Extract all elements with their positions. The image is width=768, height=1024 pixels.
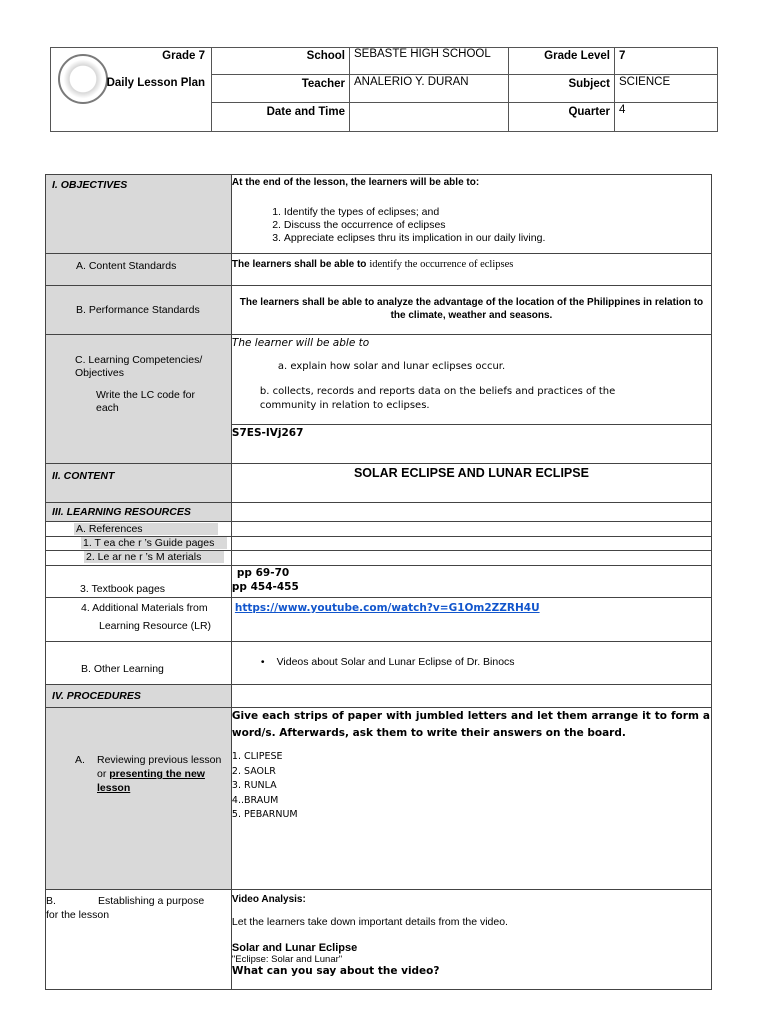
references-row	[46, 522, 712, 537]
objective-item: 3. Appreciate eclipses thru its implication in our daily living.	[284, 232, 711, 245]
learners-materials-value: pp 69-70	[236, 567, 290, 579]
reviewing-row	[46, 708, 712, 890]
video-analysis-text: Let the learners take down important details from the video.	[231, 916, 508, 928]
learners-materials-label: 2. Le ar ne r ’s M aterials	[84, 551, 224, 563]
procedures-cell	[231, 685, 711, 708]
header-brand-cell	[51, 48, 212, 132]
objectives-cell	[231, 175, 711, 254]
school-value: SEBASTE HIGH SCHOOL	[350, 48, 509, 75]
lc-code-row	[46, 425, 712, 464]
objectives-row	[46, 175, 712, 254]
lc-code-spacer	[46, 425, 232, 464]
lc-code-value: S7ES-IVj267	[231, 425, 711, 464]
purpose-prefix: B.	[46, 895, 56, 907]
jumbled-item: 5. PEBARNUM	[231, 809, 298, 820]
teacher-value: ANALERIO Y. DURAN	[350, 75, 509, 103]
grade-title: Grade 7	[162, 50, 205, 62]
purpose-label-cell	[46, 890, 232, 990]
performance-standards-value: The learners shall be able to analyze the advantage of the location of the Philippines in relation to the climate, weather and seasons.	[231, 286, 711, 335]
purpose-row	[46, 890, 712, 990]
teachers-guide-value	[231, 537, 711, 551]
objective-item: 2. Discuss the occurrence of eclipses	[284, 219, 711, 232]
daily-lesson-plan-title: Daily Lesson Plan	[106, 77, 205, 89]
performance-standards-label: B. Performance Standards	[46, 286, 232, 335]
content-standards-prefix: The learners shall be able to	[231, 259, 367, 270]
additional-materials-row	[46, 598, 712, 642]
teacher-label: Teacher	[212, 75, 350, 103]
content-heading: II. CONTENT	[46, 464, 232, 503]
presenting-label: presenting the new	[109, 768, 205, 780]
objectives-heading: I. OBJECTIVES	[46, 175, 232, 254]
textbook-value: pp 454-455	[231, 581, 299, 593]
additional-materials-label: 4. Additional Materials from	[81, 602, 208, 614]
jumbled-item: 3. RUNLA	[231, 780, 277, 791]
purpose-cell	[231, 890, 711, 990]
quarter-label: Quarter	[509, 103, 615, 132]
jumbled-item: 1. CLIPESE	[231, 751, 283, 762]
teachers-guide-cell	[46, 537, 232, 551]
learners-materials-row	[46, 551, 712, 566]
competency-intro: The learner will be able to	[231, 337, 370, 349]
competencies-row	[46, 335, 712, 425]
resources-heading: III. LEARNING RESOURCES	[46, 503, 232, 522]
procedures-heading: IV. PROCEDURES	[46, 685, 232, 708]
video-question: What can you say about the video?	[231, 965, 440, 977]
reviewing-cell	[231, 708, 711, 890]
competency-a: a. explain how solar and lunar eclipses occur.	[277, 361, 506, 372]
objectives-intro: At the end of the lesson, the learners will be able to:	[231, 177, 480, 188]
competencies-label: C. Learning Competencies/ Objectives	[75, 354, 203, 379]
date-label: Date and Time	[212, 103, 350, 132]
date-value	[350, 103, 509, 132]
references-value	[231, 522, 711, 537]
reviewing-label-cell	[46, 708, 232, 890]
jumbled-list	[232, 750, 711, 823]
competencies-label-cell	[46, 335, 232, 425]
school-label: School	[212, 48, 350, 75]
purpose-label-2: for the lesson	[46, 909, 110, 921]
teachers-guide-label: 1. T ea che r ’s Guide pages	[81, 537, 227, 549]
lc-code-label: Write the LC code for each	[96, 389, 196, 414]
video-title: Solar and Lunar Eclipse	[231, 942, 358, 954]
reviewing-or: or	[97, 768, 107, 780]
content-row	[46, 464, 712, 503]
reviewing-intro: Give each strips of paper with jumbled letters and let them arrange it to form a word/s. Afterwards, ask them to write their answers on the board.	[231, 710, 710, 739]
textbook-cell	[231, 566, 711, 598]
resources-cell	[231, 503, 711, 522]
competency-b: b. collects, records and reports data on the beliefs and practices of the community in relation to eclipses.	[259, 386, 616, 411]
procedures-row	[46, 685, 712, 708]
jumbled-item: 2. SAOLR	[231, 765, 276, 777]
additional-materials-cell	[46, 598, 232, 642]
lesson-table	[45, 174, 712, 990]
other-learning-label: B. Other Learning	[46, 642, 232, 685]
grade-level-label: Grade Level	[509, 48, 615, 75]
reviewing-label: Reviewing previous lesson	[97, 754, 222, 766]
other-learning-cell	[231, 642, 711, 685]
subject-label: Subject	[509, 75, 615, 103]
quarter-value: 4	[615, 103, 718, 132]
subject-value: SCIENCE	[615, 75, 718, 103]
additional-materials-value	[231, 598, 711, 642]
objectives-list	[232, 206, 711, 245]
reviewing-prefix: A.	[75, 754, 85, 766]
grade-level-value: 7	[615, 48, 718, 75]
objective-item: 1. Identify the types of eclipses; and	[284, 206, 711, 219]
content-value: SOLAR ECLIPSE AND LUNAR ECLIPSE	[231, 464, 711, 503]
jumbled-item: 4..BRAUM	[231, 794, 279, 806]
lesson-header	[50, 47, 718, 132]
other-learning-value: Videos about Solar and Lunar Eclipse of Dr. Binocs	[276, 656, 515, 668]
resources-row	[46, 503, 712, 522]
learning-resource-label: Learning Resource (LR)	[99, 620, 212, 632]
textbook-row	[46, 566, 712, 598]
purpose-label: Establishing a purpose	[98, 895, 205, 907]
learners-materials-cell	[46, 551, 232, 566]
lesson-label: lesson	[97, 782, 131, 794]
bullet-icon: •	[260, 656, 265, 668]
content-standards-value: identify the occurrence of eclipses	[369, 259, 514, 270]
video-analysis-heading: Video Analysis:	[231, 894, 306, 905]
other-learning-row	[46, 642, 712, 685]
video-subtitle: "Eclipse: Solar and Lunar"	[231, 954, 343, 965]
textbook-label: 3. Textbook pages	[46, 566, 232, 598]
youtube-link[interactable]: https://www.youtube.com/watch?v=G1Om2ZZRH4U	[234, 602, 540, 614]
competencies-cell	[231, 335, 711, 425]
learners-materials-value-cell	[231, 551, 711, 566]
teachers-guide-row	[46, 537, 712, 551]
references-label: A. References	[74, 523, 218, 535]
references-cell	[46, 522, 232, 537]
content-standards-label: A. Content Standards	[46, 254, 232, 286]
content-standards-cell	[231, 254, 711, 286]
content-standards-row	[46, 254, 712, 286]
performance-standards-row	[46, 286, 712, 335]
